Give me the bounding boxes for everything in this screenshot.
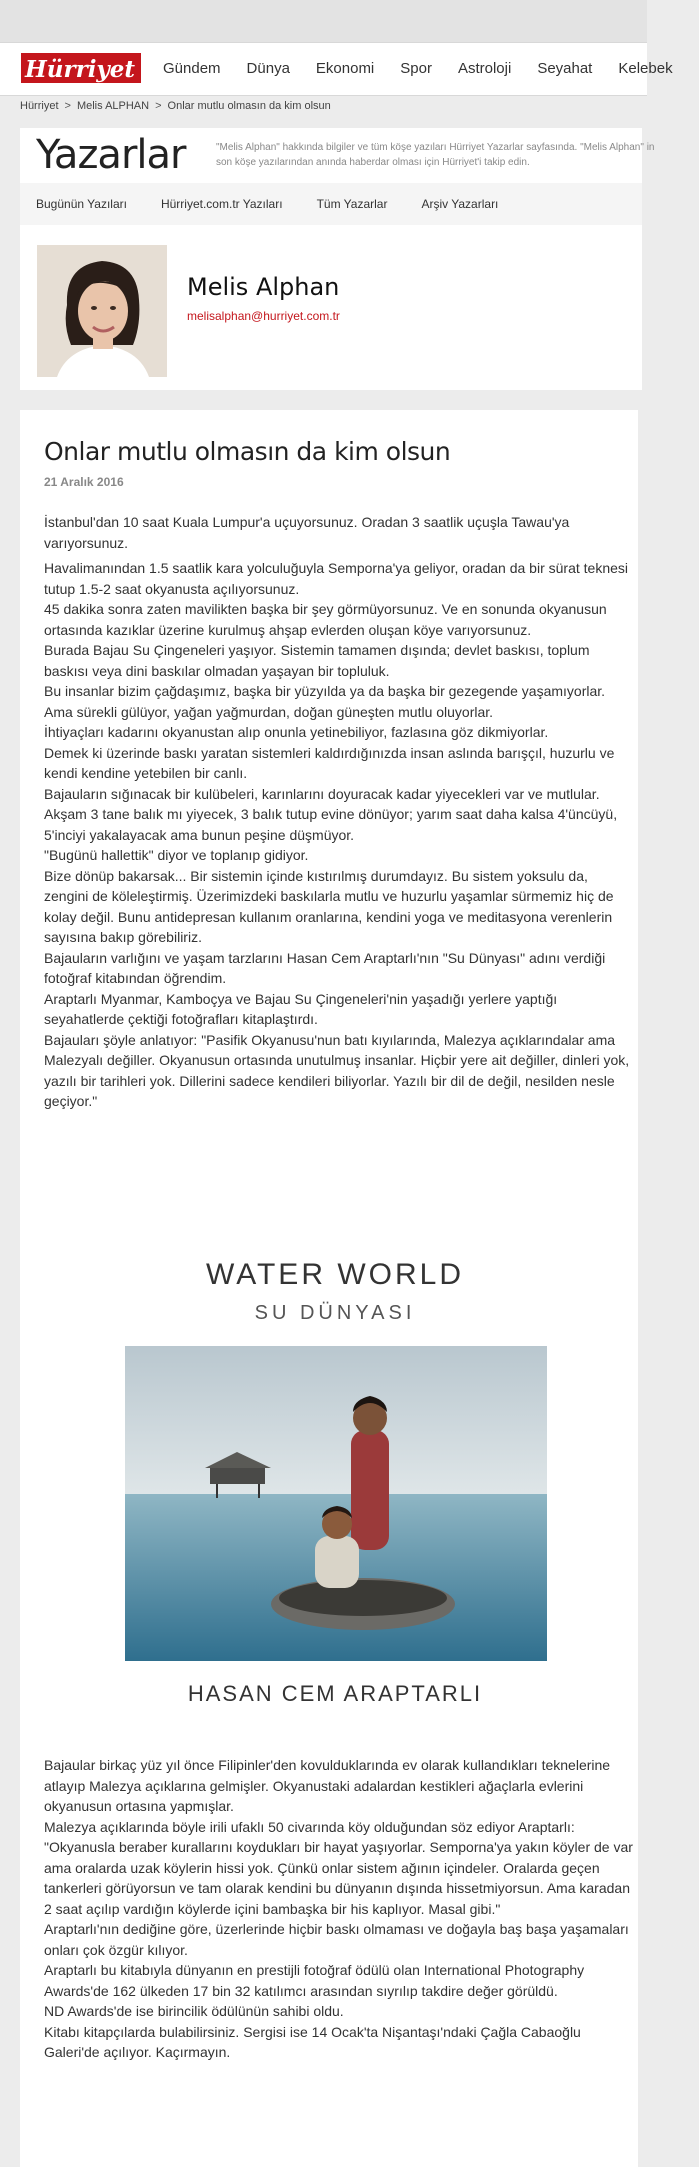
nav-item-spor[interactable]: Spor bbox=[400, 60, 432, 77]
subnav-site-columns[interactable]: Hürriyet.com.tr Yazıları bbox=[160, 197, 283, 211]
subnav-all-authors[interactable]: Tüm Yazarlar bbox=[316, 197, 388, 211]
article-date: 21 Aralık 2016 bbox=[44, 475, 124, 489]
paragraph: Araptarlı Myanmar, Kamboçya ve Bajau Su Çingeneleri'nin yaşadığı yerlere yaptığı seyahatlerde çektiği fotoğrafları kitaplaştırdı. bbox=[44, 990, 558, 1027]
author-portrait-image bbox=[37, 245, 167, 377]
article-title: Onlar mutlu olmasın da kim olsun bbox=[44, 437, 451, 466]
book-author: HASAN CEM ARAPTARLI bbox=[187, 1681, 483, 1706]
breadcrumb bbox=[20, 100, 331, 112]
subnav-todays-columns[interactable]: Bugünün Yazıları bbox=[36, 197, 127, 211]
author-email-link[interactable]: melisalphan@hurriyet.com.tr bbox=[187, 309, 340, 323]
book-cover-photo bbox=[125, 1346, 547, 1661]
breadcrumb-separator: > bbox=[155, 100, 162, 112]
paragraph: Ama sürekli gülüyor, yağan yağmurdan, doğan güneşten mutlu oluyorlar. bbox=[44, 703, 494, 720]
svg-text:Hürriyet: Hürriyet bbox=[25, 56, 136, 83]
paragraph: Bajauların sığınacak bir kulübeleri, karınlarını doyuracak kadar yiyecekleri var ve mutlular. bbox=[44, 785, 600, 802]
author-header-box bbox=[20, 128, 655, 390]
paragraph: ND Awards'de ise birincilik ödülünün sahibi oldu. bbox=[44, 2003, 344, 2019]
paragraph: Araptarlı'nın dediğine göre, üzerlerinde hiçbir baskı olmaması ve doğayla baş başa yaşamaları onları çok özgür kılıyor. bbox=[44, 1921, 629, 1958]
paragraph: Bajauları şöyle anlatıyor: "Pasifik Okyanusu'nun batı kıyılarında, Malezya açıklarındalar ama Malezyalı değiller. Okyanusun ortasında unutulmuş insanlar. Hiçbir yere ait değiller, dinleri yok, yazılı bir tarihleri yok. Dillerini sadece kendileri biliyorlar. Yazılı bir dil de değil, nesilden nesle geçiyor." bbox=[44, 1031, 630, 1109]
paragraph: 45 dakika sonra zaten mavilikten başka bir şey görmüyorsunuz. Ve en sonunda okyanusun ortasında kazıklar üzerine kurulmuş ahşap evlerden oluşan köye varıyorsunuz. bbox=[44, 601, 607, 638]
paragraph: Demek ki üzerinde baskı yaratan sistemleri kaldırdığınızda insan aslında barışçıl, huzurlu ve kendi kendine yetebilen bir canlı. bbox=[44, 744, 615, 781]
site-navbar bbox=[0, 42, 673, 96]
nav-item-astroloji[interactable]: Astroloji bbox=[457, 60, 512, 77]
breadcrumb-link-home[interactable]: Hürriyet bbox=[20, 100, 59, 112]
paragraph: Malezya açıklarında böyle irili ufaklı 50 civarında köy olduğundan söz ediyor Araptarlı: bbox=[44, 1818, 575, 1835]
author-name[interactable]: Melis Alphan bbox=[187, 273, 340, 301]
nav-item-dunya[interactable]: Dünya bbox=[246, 60, 290, 77]
paragraph: Bajauların varlığını ve yaşam tarzlarını Hasan Cem Araptarlı'nın "Su Dünyası" adını verdiği fotoğraf kitabından öğrendim. bbox=[44, 949, 606, 986]
subnav-archive-authors[interactable]: Arşiv Yazarları bbox=[421, 197, 499, 211]
paragraph: Havalimanından 1.5 saatlik kara yolculuğuyla Semporna'ya geliyor, oradan da bir sürat teknesi tutup 1.5-2 saat okyanusta açılıyorsunuz. bbox=[44, 560, 629, 597]
paragraph: Bu insanlar bizim çağdaşımız, başka bir yüzyılda ya da başka bir gezegende yaşamıyorlar. bbox=[44, 683, 606, 699]
main-nav bbox=[163, 43, 699, 95]
breadcrumb-current: Onlar mutlu olmasın da kim olsun bbox=[167, 100, 331, 112]
book-cover-image bbox=[95, 1258, 575, 1718]
book-title: WATER WORLD bbox=[206, 1258, 464, 1291]
nav-item-seyahat[interactable]: Seyahat bbox=[537, 60, 593, 77]
book-subtitle: SU DÜNYASI bbox=[254, 1302, 416, 1324]
article-body-part-1 bbox=[44, 558, 634, 1112]
paragraph: "Okyanusla beraber kurallarını koydukları bir hayat yaşıyorlar. Semporna'ya yakın köyler de var ama oralarda uzak köylerin hissi yok. Çünkü onlar sistem ağının içindeler. Oralarda geçen tankerleri görüyorsun ve tam olarak kendini bu dünyanın dışında hissetmiyorsun. Ama karadan 2 saat açılıp vardığın köylerde içini bambaşka bir his kaplıyor. Masal gibi." bbox=[44, 1839, 633, 1917]
nav-item-kelebek[interactable]: Kelebek bbox=[618, 60, 673, 77]
paragraph: Bize dönüp bakarsak... Bir sistemin içinde kıstırılmış durumdayız. Bu sistem yoksulu da, zengini de köleleştirmiş. Üzerimizdeki baskılarla mutlu ve huzurlu yaşamlar sürmemiz hiç de kolay değil. Bunu antidepresan kullanım oranlarına, kendini yoga ve meditasyona verenlerin sayısına bakıp görebiliriz. bbox=[44, 867, 614, 945]
paragraph: Kitabı kitapçılarda bulabilirsiniz. Sergisi ise 14 Ocak'ta Nişantaşı'ndaki Çağla Cabaoğlu Galeri'de açılıyor. Kaçırmayın. bbox=[44, 2023, 581, 2060]
breadcrumb-link-author[interactable]: Melis ALPHAN bbox=[76, 100, 150, 112]
breadcrumb-separator: > bbox=[64, 100, 71, 112]
author-photo[interactable] bbox=[37, 245, 167, 377]
section-description: "Melis Alphan" hakkında bilgiler ve tüm köşe yazıları Hürriyet Yazarlar sayfasında. "Melis Alphan" in son köşe yazılarından anında haberdar olması için Hürriyet'i takip edin. bbox=[216, 142, 655, 168]
ocean-photo bbox=[125, 1346, 547, 1661]
hurriyet-logo[interactable] bbox=[21, 53, 141, 83]
nav-item-ekonomi[interactable]: Ekonomi bbox=[315, 60, 375, 77]
browser-top-strip bbox=[0, 0, 647, 42]
paragraph: Araptarlı bu kitabıyla dünyanın en prestijli fotoğraf ödülü olan International Photography Awards'de 162 ülkeden 17 bin 32 katılımcı arasından sıyrılıp takdire değer görüldü. bbox=[44, 1962, 585, 1999]
paragraph: Bajaular birkaç yüz yıl önce Filipinler'den kovulduklarında ev olarak kullandıkları teknelerine atlayıp Malezya açıklarına gelmişler. Okyanustaki adalardan kestikleri ağaçlarla evlerini okyanusun ortasına yapmışlar. bbox=[44, 1757, 611, 1814]
hurriyet-logo-mark bbox=[21, 53, 141, 83]
paragraph: Akşam 3 tane balık mı yiyecek, 3 balık tutup evine dönüyor; yarım saat daha kalsa 4'üncüyü, 5'inciyi yakalayacak ama bunun peşine düşmüyor. bbox=[44, 806, 618, 843]
article-intro: İstanbul'dan 10 saat Kuala Lumpur'a uçuyorsunuz. Oradan 3 saatlik uçuşla Tawau'ya varıyorsunuz. bbox=[44, 514, 570, 551]
paragraph: Burada Bajau Su Çingeneleri yaşıyor. Sistemin tamamen dışında; devlet baskısı, toplum baskısı veya dini baskılar olmadan yaşayan bir topluluk. bbox=[44, 642, 590, 679]
article-body-part-2 bbox=[44, 1755, 634, 2063]
nav-item-gundem[interactable]: Gündem bbox=[163, 60, 221, 77]
section-title[interactable]: Yazarlar bbox=[36, 132, 186, 178]
article-container bbox=[20, 410, 638, 2167]
paragraph: İhtiyaçları kadarını okyanustan alıp onunla yetinebiliyor, fazlasına göz dikmiyorlar. bbox=[44, 724, 549, 740]
authors-subnav bbox=[20, 183, 642, 225]
paragraph: "Bugünü hallettik" diyor ve toplanıp gidiyor. bbox=[44, 847, 309, 863]
